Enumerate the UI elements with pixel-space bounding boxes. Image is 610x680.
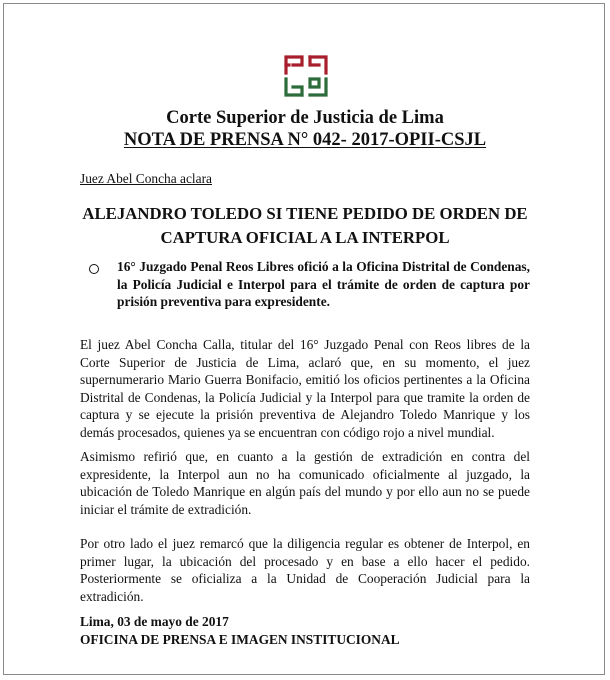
article-headline: ALEJANDRO TOLEDO SI TIENE PEDIDO DE ORDEN DE CAPTURA OFICIAL A LA INTERPOL [82,204,528,247]
body-paragraph: Por otro lado el juez remarcó que la diligencia regular es obtener de Interpol, en primer lugar, la ubicación del procesado y en base a ello hacer el pedido. Posteriormente se oficializa a la Unidad de Cooperación Judicial para la extradición. [80,536,530,604]
signature-office: OFICINA DE PRENSA E IMAGEN INSTITUCIONAL [80,632,400,647]
organization-name: Corte Superior de Justicia de Lima [166,108,444,128]
press-release-title [0,129,610,151]
circle-bullet-icon [89,264,99,274]
press-release-title-text: NOTA DE PRENSA N° 042- 2017-OPII-CSJL [123,130,487,150]
summary-bullet: 16° Juzgado Penal Reos Libres ofició a la Oficina Distrital de Condenas, la Policía Judicial e Interpol para el trámite de orden de captura por prisión preventiva para expresidente. [117,259,530,309]
article-kicker: Juez Abel Concha aclara [80,171,212,186]
body-paragraph: El juez Abel Concha Calla, titular del 16° Juzgado Penal con Reos libres de la Corte Superior de Justicia de Lima, aclaró que, en su momento, el juez supernumerario Mario Guerra Bonifacio, emitió los oficios pertinentes a la Oficina Distrital de Condenas, la Policía Judicial y la Interpol para que tramite la orden de captura y se ejecute la prisión preventiva de Alejandro Toledo Manrique y los demás procesados, quienes ya se encuentran con código rojo a nivel mundial. [80,337,530,440]
signature-date: Lima, 03 de mayo de 2017 [80,614,229,629]
pj-judiciary-logo-icon [283,53,329,99]
body-paragraph: Asimismo refirió que, en cuanto a la gestión de extradición en contra del expresidente, la Interpol aun no ha comunicado oficialmente al juzgado, la ubicación de Toledo Manrique en algún país del mundo y por ello aun no se puede iniciar el trámite de extradición. [80,449,530,517]
